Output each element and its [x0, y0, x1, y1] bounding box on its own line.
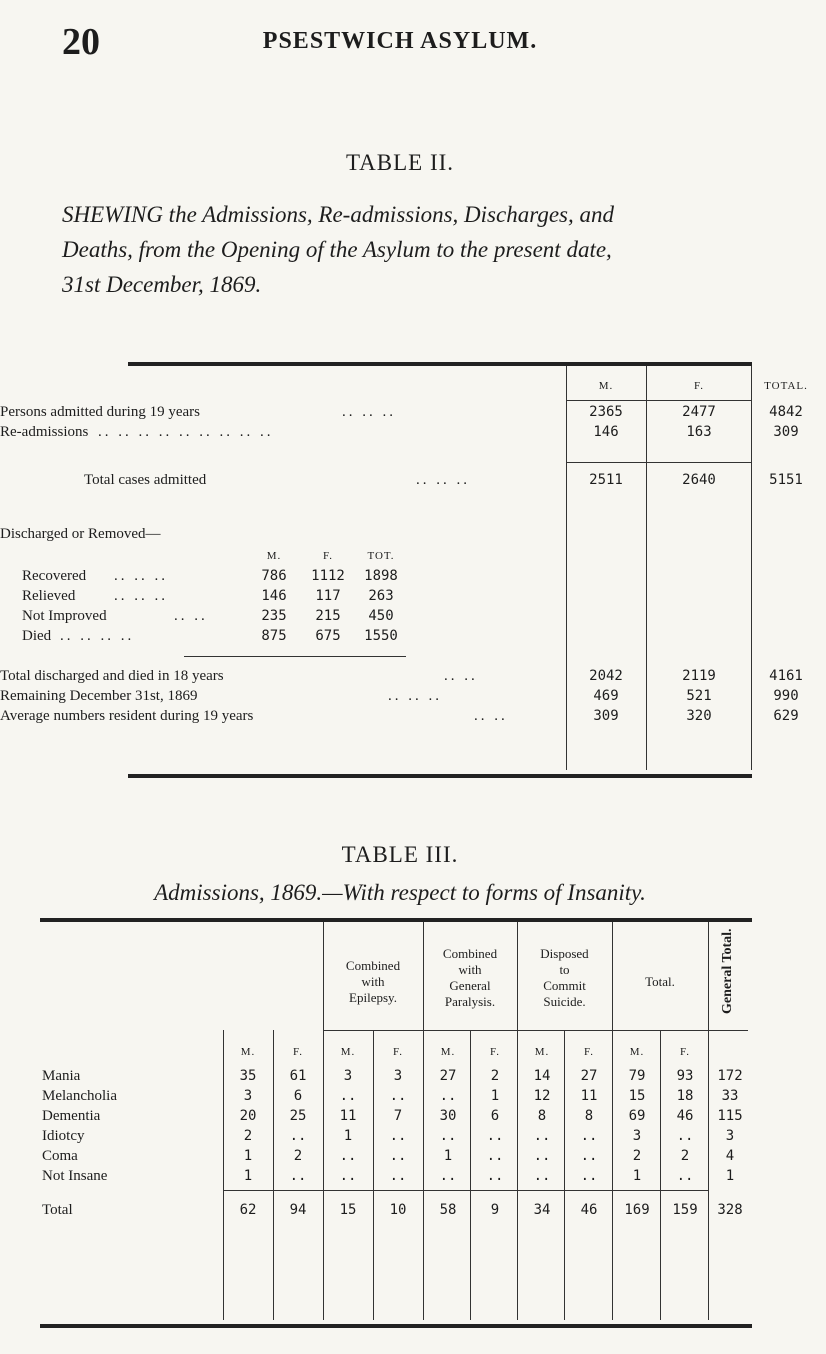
table2-heading: TABLE II. — [345, 150, 455, 175]
t3-cell: .. — [289, 1128, 307, 1144]
table3-caption: Admissions, 1869.—With respect to forms of Insanity. — [154, 880, 646, 905]
t3-row-label: Mania — [42, 1068, 81, 1084]
t3-cell: 1 — [243, 1148, 253, 1164]
t2-header-m: M. — [598, 380, 614, 392]
t3-header-m: M. — [340, 1046, 356, 1058]
t3-header-f: F. — [680, 1046, 690, 1058]
t2-subrow-f: 675 — [315, 628, 341, 644]
t2-label-discharged: Discharged or Removed— — [0, 526, 161, 542]
t3-cell: .. — [389, 1148, 407, 1164]
t3-header-m: M. — [534, 1046, 550, 1058]
t2-admitted-total: 4842 — [769, 404, 803, 420]
t3-cell: .. — [580, 1128, 598, 1144]
t3-cell: 3 — [632, 1128, 642, 1144]
t3-header-m: M. — [440, 1046, 456, 1058]
table3 — [40, 918, 752, 1328]
t3-group-epilepsy — [323, 958, 423, 1006]
t3-cell: .. — [389, 1168, 407, 1184]
table2 — [0, 362, 808, 778]
t3-cell: .. — [486, 1148, 504, 1164]
t2-label-readmissions: Re-admissions — [0, 424, 89, 440]
t3-group-line: with — [458, 962, 482, 977]
t3-row-label: Melancholia — [42, 1088, 117, 1104]
t3-cell: 62 — [239, 1202, 257, 1218]
t3-cell: .. — [389, 1088, 407, 1104]
t3-cell: 3 — [343, 1068, 353, 1084]
t2-subrow-m: 146 — [261, 588, 287, 604]
t3-cell: 3 — [393, 1068, 403, 1084]
t3-row-label: Total — [42, 1202, 73, 1218]
t2-bottom-m: 309 — [593, 708, 619, 724]
t2-leader: .. .. — [444, 668, 478, 684]
t2-label-admitted: Persons admitted during 19 years — [0, 404, 200, 420]
t2-subrow-label: Recovered — [22, 568, 87, 584]
t2-bottom-label: Average numbers resident during 19 years — [0, 708, 254, 724]
t3-group-total: Total. — [645, 974, 675, 989]
t3-cell: 7 — [393, 1108, 403, 1124]
t3-cell: .. — [339, 1148, 357, 1164]
t3-group-line: with — [361, 974, 385, 989]
t3-header-f: F. — [393, 1046, 403, 1058]
t3-cell: 6 — [293, 1088, 303, 1104]
t2-totadm-total: 5151 — [769, 472, 803, 488]
t3-cell: 2 — [490, 1068, 500, 1084]
t3-cell: 1 — [490, 1088, 500, 1104]
t3-header-f: F. — [584, 1046, 594, 1058]
t3-cell: 69 — [628, 1108, 646, 1124]
t3-group-line: Combined — [345, 958, 401, 973]
t2-subrow-m: 875 — [261, 628, 287, 644]
t3-group-suicide — [517, 946, 612, 1010]
t2-sub-header-tot: TOT. — [367, 550, 395, 562]
t2-bottom-m: 469 — [593, 688, 619, 704]
t3-cell: 34 — [533, 1202, 551, 1218]
t2-leader: .. .. .. — [114, 588, 168, 604]
t2-header-total: TOTAL. — [764, 380, 808, 392]
t3-cell: 1 — [343, 1128, 353, 1144]
t3-cell: 2 — [680, 1148, 690, 1164]
t3-cell: 2 — [293, 1148, 303, 1164]
t3-general-total-cell: 4 — [725, 1148, 735, 1164]
t2-subrow-label: Relieved — [22, 588, 76, 604]
table2-caption — [62, 197, 760, 302]
t3-cell: 15 — [339, 1202, 357, 1218]
t2-sub-header-f: F. — [323, 550, 333, 562]
table2-caption-line1: SHEWING the Admissions, Re-admissions, Discharges, and — [62, 202, 614, 227]
t2-header-f: F. — [694, 380, 704, 392]
t2-bottom-f: 2119 — [682, 668, 716, 684]
t3-cell: .. — [289, 1168, 307, 1184]
t3-cell: .. — [439, 1168, 457, 1184]
t2-subrow-tot: 263 — [368, 588, 394, 604]
t3-rule — [223, 1190, 708, 1191]
t2-readm-f: 163 — [686, 424, 712, 440]
t3-cell: 6 — [490, 1108, 500, 1124]
t3-group-line: Paralysis. — [444, 994, 496, 1009]
t3-general-total-cell: 328 — [717, 1202, 743, 1218]
t3-cell: .. — [580, 1148, 598, 1164]
t3-cell: 46 — [676, 1108, 694, 1124]
t3-cell: .. — [533, 1168, 551, 1184]
table2-caption-line2: Deaths, from the Opening of the Asylum to the present date, — [62, 237, 612, 262]
t3-cell: 30 — [439, 1108, 457, 1124]
t3-cell: 25 — [289, 1108, 307, 1124]
t2-leader: .. .. .. .. — [60, 628, 135, 644]
t3-cell: 27 — [439, 1068, 457, 1084]
t3-group-line: Combined — [442, 946, 498, 961]
t2-subrow-f: 117 — [315, 588, 341, 604]
t3-group-line: to — [559, 962, 570, 977]
t3-row-label: Not Insane — [42, 1168, 108, 1184]
t3-cell: .. — [486, 1168, 504, 1184]
t3-header-m: M. — [240, 1046, 256, 1058]
t3-cell: .. — [339, 1088, 357, 1104]
t3-cell: 169 — [624, 1202, 650, 1218]
t3-cell: .. — [439, 1088, 457, 1104]
t2-label-total-admitted: Total cases admitted — [84, 472, 207, 488]
t2-readm-m: 146 — [593, 424, 619, 440]
t2-subrow-label: Not Improved — [22, 608, 107, 624]
t3-group-paralysis — [423, 946, 517, 1010]
t3-group-line: Suicide. — [543, 994, 586, 1009]
t3-cell: 9 — [490, 1202, 500, 1218]
t2-bottom-f: 521 — [686, 688, 712, 704]
t3-cell: 1 — [243, 1168, 253, 1184]
t3-header-f: F. — [293, 1046, 303, 1058]
t3-cell: 12 — [533, 1088, 551, 1104]
t2-leader: .. .. .. — [388, 688, 442, 704]
t3-cell: 10 — [389, 1202, 407, 1218]
t3-group-line: Epilepsy. — [349, 990, 397, 1005]
t3-cell: 61 — [289, 1068, 307, 1084]
t2-leader: .. .. .. — [342, 404, 396, 420]
t3-cell: 14 — [533, 1068, 551, 1084]
t3-row-label: Dementia — [42, 1108, 101, 1124]
t2-subrow-m: 786 — [261, 568, 287, 584]
t2-bottom-total: 629 — [773, 708, 799, 724]
t2-sub-header-m: M. — [266, 550, 282, 562]
t2-bottom-total: 4161 — [769, 668, 803, 684]
t3-cell: 1 — [632, 1168, 642, 1184]
t3-cell: .. — [533, 1128, 551, 1144]
t3-cell: 79 — [628, 1068, 646, 1084]
page-number: 20 — [62, 21, 100, 63]
t3-row-label: Idiotcy — [42, 1128, 85, 1144]
t3-general-total-cell: 115 — [717, 1108, 743, 1124]
t3-cell: 15 — [628, 1088, 646, 1104]
t2-totadm-m: 2511 — [589, 472, 623, 488]
t2-bottom-label: Total discharged and died in 18 years — [0, 668, 224, 684]
t3-cell: 58 — [439, 1202, 457, 1218]
t2-leader: .. .. .. — [416, 472, 470, 488]
t2-readm-total: 309 — [773, 424, 799, 440]
t3-cell: 20 — [239, 1108, 257, 1124]
t3-general-total-cell: 1 — [725, 1168, 735, 1184]
t3-cell: 159 — [672, 1202, 698, 1218]
t3-cell: .. — [533, 1148, 551, 1164]
t3-cell: 2 — [243, 1128, 253, 1144]
t2-subrow-tot: 1898 — [364, 568, 398, 584]
t3-header-m: M. — [629, 1046, 645, 1058]
t3-general-total-cell: 33 — [721, 1088, 739, 1104]
t3-cell: 35 — [239, 1068, 257, 1084]
t2-leader: .. .. — [174, 608, 208, 624]
table3-heading: TABLE III. — [341, 842, 459, 867]
table2-caption-line3: 31st December, 1869. — [62, 272, 262, 297]
t2-totadm-f: 2640 — [682, 472, 716, 488]
t3-group-general-total: General Total. — [720, 928, 735, 1014]
t2-admitted-f: 2477 — [682, 404, 716, 420]
t3-cell: 18 — [676, 1088, 694, 1104]
t3-cell: .. — [486, 1128, 504, 1144]
t3-cell: 2 — [632, 1148, 642, 1164]
t3-group-line: Commit — [543, 978, 586, 993]
t2-subrow-f: 215 — [315, 608, 341, 624]
t3-cell: 8 — [537, 1108, 547, 1124]
t3-cell: .. — [439, 1128, 457, 1144]
t3-cell: .. — [339, 1168, 357, 1184]
t2-bottom-total: 990 — [773, 688, 799, 704]
t3-general-total-cell: 3 — [725, 1128, 735, 1144]
t2-subrow-label: Died — [22, 628, 52, 644]
t3-cell: 3 — [243, 1088, 253, 1104]
t3-cell: .. — [676, 1128, 694, 1144]
t3-row-label: Coma — [42, 1148, 78, 1164]
t2-leader: .. .. — [474, 708, 508, 724]
t2-subrow-f: 1112 — [311, 568, 345, 584]
t3-cell: .. — [580, 1168, 598, 1184]
t2-subrow-tot: 450 — [368, 608, 394, 624]
t2-bottom-m: 2042 — [589, 668, 623, 684]
t2-leader: .. .. .. .. .. .. .. .. .. — [98, 424, 274, 440]
t3-cell: 46 — [580, 1202, 598, 1218]
running-head: PSESTWICH ASYLUM. — [262, 28, 538, 54]
t2-subrow-m: 235 — [261, 608, 287, 624]
t3-group-line: Disposed — [540, 946, 589, 961]
t3-cell: 11 — [339, 1108, 357, 1124]
t3-cell: .. — [676, 1168, 694, 1184]
t2-subrow-tot: 1550 — [364, 628, 398, 644]
t3-cell: 94 — [289, 1202, 307, 1218]
t3-header-f: F. — [490, 1046, 500, 1058]
t3-cell: 8 — [584, 1108, 594, 1124]
t3-cell: .. — [389, 1128, 407, 1144]
t3-cell: 11 — [580, 1088, 598, 1104]
t3-cell: 1 — [443, 1148, 453, 1164]
t3-cell: 93 — [676, 1068, 694, 1084]
t2-admitted-m: 2365 — [589, 404, 623, 420]
t3-general-total-cell: 172 — [717, 1068, 743, 1084]
t2-bottom-label: Remaining December 31st, 1869 — [0, 688, 198, 704]
t3-cell: 27 — [580, 1068, 598, 1084]
t3-group-line: General — [449, 978, 491, 993]
t2-bottom-f: 320 — [686, 708, 712, 724]
t2-leader: .. .. .. — [114, 568, 168, 584]
